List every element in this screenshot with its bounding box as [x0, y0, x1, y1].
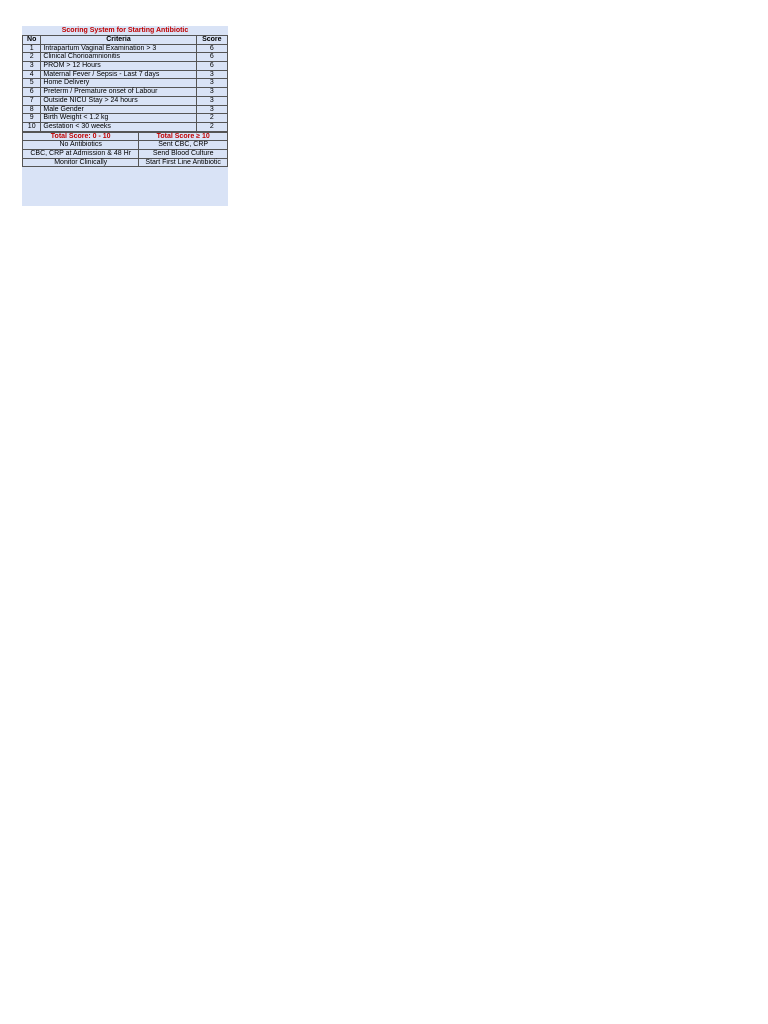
antibiotic-scoring-panel	[22, 26, 228, 206]
scoring-row	[23, 96, 228, 105]
scoring-row	[23, 114, 228, 123]
scoring-cell: 5	[23, 79, 41, 88]
scoring-cell: 2	[23, 53, 41, 62]
scoring-cell: 7	[23, 96, 41, 105]
scoring-header-cell: No	[23, 36, 41, 45]
scoring-table	[22, 35, 228, 132]
scoring-cell: 1	[23, 44, 41, 53]
scoring-row	[23, 79, 228, 88]
scoring-cell: Birth Weight < 1.2 kg	[41, 114, 196, 123]
high-item-2: Send Blood Culture	[139, 149, 228, 158]
scoring-cell: Maternal Fever / Sepsis - Last 7 days	[41, 70, 196, 79]
scoring-cell: 2	[196, 122, 227, 131]
scoring-row	[23, 105, 228, 114]
total-low: Total Score: 0 - 10	[23, 132, 139, 141]
low-item-3: Monitor Clinically	[23, 158, 139, 167]
scoring-cell: 10	[23, 122, 41, 131]
scoring-cell: 3	[196, 70, 227, 79]
scoring-header-cell: Score	[196, 36, 227, 45]
high-item-1: Sent CBC, CRP	[139, 141, 228, 150]
scoring-title: Scoring System for Starting Antibiotic	[61, 27, 189, 34]
scoring-cell: Home Delivery	[41, 79, 196, 88]
scoring-cell: 6	[196, 53, 227, 62]
scoring-row	[23, 44, 228, 53]
total-high: Total Score ≥ 10	[139, 132, 228, 141]
scoring-header-cell: Criteria	[41, 36, 196, 45]
scoring-cell: 6	[23, 88, 41, 97]
scoring-header-row	[23, 36, 228, 45]
scoring-row	[23, 88, 228, 97]
scoring-row	[23, 53, 228, 62]
scoring-cell: 3	[196, 96, 227, 105]
low-item-2: CBC, CRP at Admission & 48 Hr	[23, 149, 139, 158]
scoring-cell: Intrapartum Vaginal Examination > 3	[41, 44, 196, 53]
high-item-3: Start First Line Antibiotic	[139, 158, 228, 167]
scoring-cell: Preterm / Premature onset of Labour	[41, 88, 196, 97]
scoring-cell: 2	[196, 114, 227, 123]
scoring-cell: 4	[23, 70, 41, 79]
scoring-totals	[22, 132, 228, 168]
scoring-cell: Clinical Chorioamnionitis	[41, 53, 196, 62]
scoring-row	[23, 122, 228, 131]
scoring-row	[23, 70, 228, 79]
scoring-cell: 9	[23, 114, 41, 123]
scoring-cell: 3	[196, 79, 227, 88]
scoring-cell: 6	[196, 62, 227, 71]
scoring-cell: PROM > 12 Hours	[41, 62, 196, 71]
scoring-cell: 3	[196, 88, 227, 97]
scoring-cell: Male Gender	[41, 105, 196, 114]
scoring-cell: 3	[196, 105, 227, 114]
scoring-row	[23, 62, 228, 71]
scoring-cell: Gestation < 30 weeks	[41, 122, 196, 131]
low-item-1: No Antibiotics	[23, 141, 139, 150]
scoring-cell: Outside NICU Stay > 24 hours	[41, 96, 196, 105]
scoring-cell: 8	[23, 105, 41, 114]
scoring-cell: 3	[23, 62, 41, 71]
scoring-cell: 6	[196, 44, 227, 53]
